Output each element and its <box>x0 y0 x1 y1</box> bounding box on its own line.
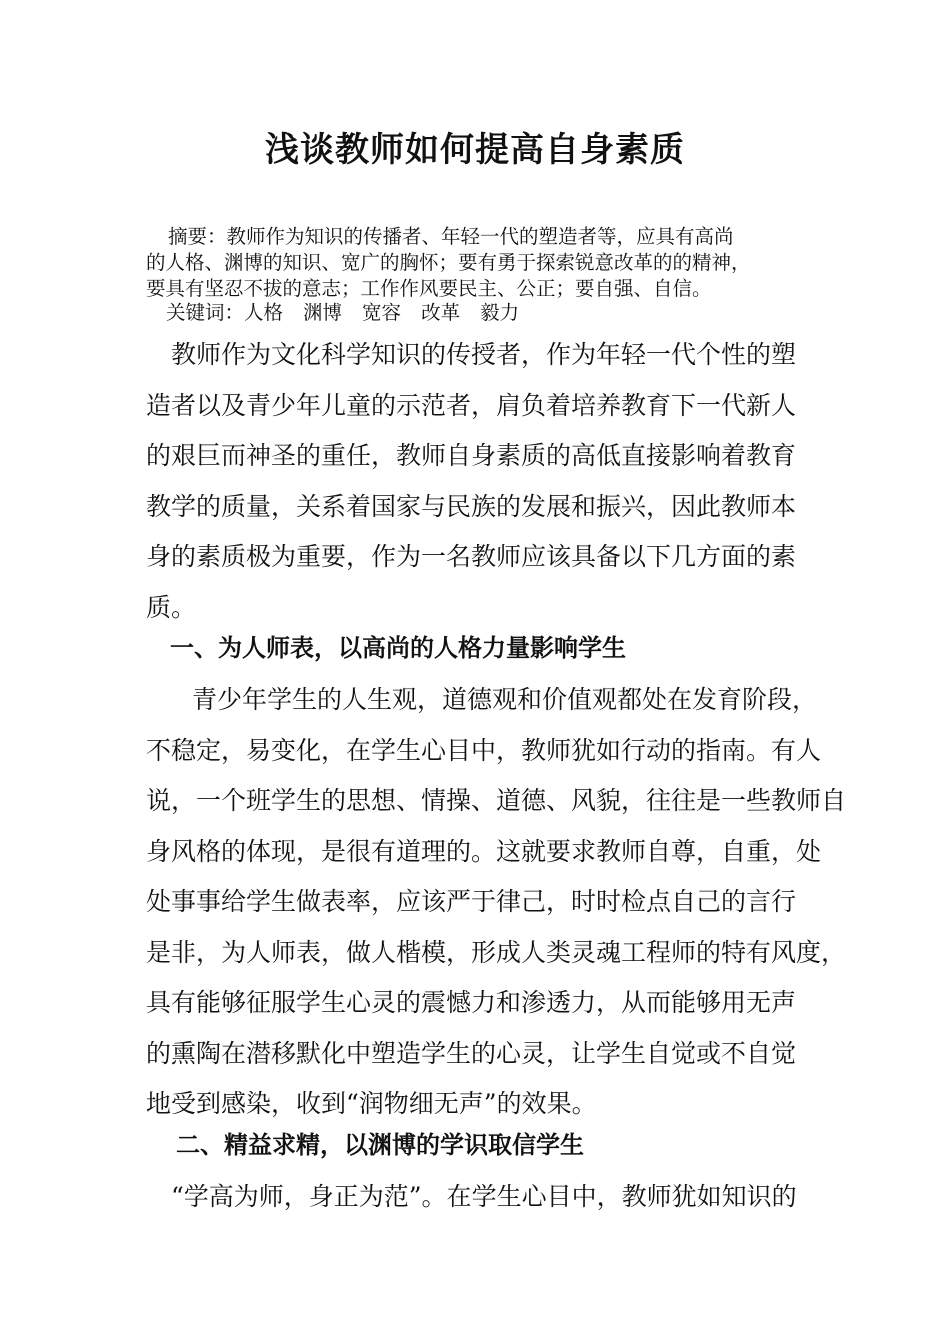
keyword: 宽容 <box>362 301 402 324</box>
intro-paragraph <box>146 330 816 633</box>
paragraph-line: 青少年学生的人生观，道德观和价值观都处在发育阶段， <box>192 685 818 714</box>
paragraph-line: 的艰巨而神圣的重任，教师自身素质的高低直接影响着教育 <box>146 441 797 470</box>
abstract-line: 的人格、渊博的知识、宽广的胸怀；要有勇于探索锐意改革的的精神， <box>146 251 751 274</box>
keyword: 渊博 <box>303 301 343 324</box>
paragraph-line: 造者以及青少年儿童的示范者，肩负着培养教育下一代新人 <box>146 390 797 420</box>
paragraph-line: “学高为师，身正为范”。在学生心目中，教师犹如知识的 <box>171 1182 797 1211</box>
paragraph-line: 是非，为人师表，做人楷模，形成人类灵魂工程师的特有风度， <box>146 937 847 967</box>
abstract-line: 要具有坚忍不拔的意志；工作作风要民主、公正；要自强、自信。 <box>146 277 712 300</box>
paragraph-line: 教师作为文化科学知识的传授者，作为年轻一代个性的塑 <box>171 340 797 369</box>
paragraph-line: 的熏陶在潜移默化中塑造学生的心灵，让学生自觉或不自觉 <box>146 1038 797 1068</box>
section-heading-1: 一、为人师表，以高尚的人格力量影响学生 <box>170 633 626 662</box>
paragraph-line: 不稳定，易变化，在学生心目中，教师犹如行动的指南。有人 <box>146 735 822 765</box>
document-title: 浅谈教师如何提高自身素质 <box>265 130 685 170</box>
paragraph-line: 身的素质极为重要，作为一名教师应该具备以下几方面的素 <box>146 542 797 571</box>
abstract-line: 摘要：教师作为知识的传播者、年轻一代的塑造者等，应具有高尚 <box>168 225 734 248</box>
paragraph-line: 地受到感染，收到“润物细无声”的效果。 <box>146 1089 597 1118</box>
section1-paragraph <box>146 675 847 1130</box>
paragraph-line: 处事事给学生做表率，应该严于律己，时时检点自己的言行 <box>146 887 797 916</box>
keyword: 毅力 <box>480 301 520 324</box>
section2-paragraph <box>146 1172 816 1223</box>
keyword: 人格 <box>244 301 284 324</box>
paragraph-line: 身风格的体现，是很有道理的。这就要求教师自尊，自重，处 <box>146 836 822 866</box>
keywords-label: 关键词： <box>166 301 245 324</box>
abstract <box>146 224 810 302</box>
paragraph-line: 具有能够征服学生心灵的震憾力和渗透力，从而能够用无声 <box>146 988 797 1017</box>
keywords <box>166 300 539 326</box>
paragraph-line: 教学的质量，关系着国家与民族的发展和振兴，因此教师本 <box>146 491 797 521</box>
section-heading-2: 二、精益求精，以渊博的学识取信学生 <box>176 1130 584 1159</box>
keyword: 改革 <box>421 301 461 324</box>
paragraph-line: 质。 <box>146 592 197 622</box>
paragraph-line: 说，一个班学生的思想、情操、道德、风貌，往往是一些教师自 <box>146 786 847 815</box>
